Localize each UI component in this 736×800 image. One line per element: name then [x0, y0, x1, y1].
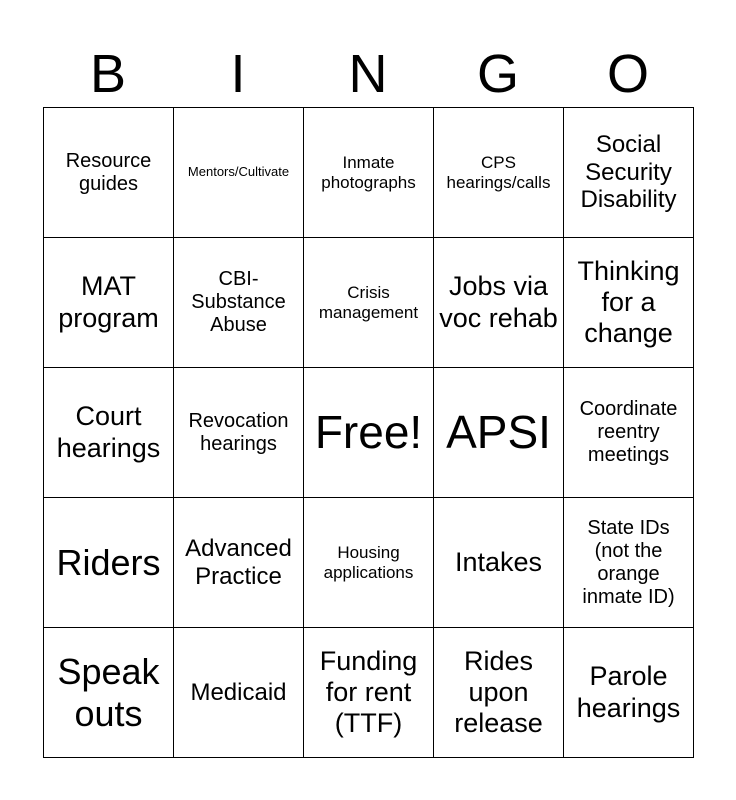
bingo-cell[interactable]: Social Security Disability: [564, 108, 694, 238]
bingo-cell[interactable]: Housing applications: [304, 498, 434, 628]
header-letter-o: O: [606, 44, 649, 104]
bingo-cell[interactable]: CPS hearings/calls: [434, 108, 564, 238]
bingo-row: [44, 108, 694, 238]
bingo-cell[interactable]: Inmate photographs: [304, 108, 434, 238]
bingo-row: [44, 498, 694, 628]
bingo-row: [44, 628, 694, 758]
bingo-cell[interactable]: MAT program: [44, 238, 174, 368]
bingo-row: [44, 238, 694, 368]
bingo-cell[interactable]: Court hearings: [44, 368, 174, 498]
bingo-cell[interactable]: Jobs via voc rehab: [434, 238, 564, 368]
bingo-cell[interactable]: Speak outs: [44, 628, 174, 758]
free-space[interactable]: Free!: [304, 368, 434, 498]
bingo-card: [43, 107, 694, 758]
bingo-cell[interactable]: Intakes: [434, 498, 564, 628]
bingo-cell[interactable]: Advanced Practice: [174, 498, 304, 628]
header-letter-n: N: [348, 44, 388, 104]
bingo-cell[interactable]: Funding for rent (TTF): [304, 628, 434, 758]
bingo-cell[interactable]: Thinking for a change: [564, 238, 694, 368]
bingo-cell[interactable]: Revocation hearings: [174, 368, 304, 498]
header-letter-i: I: [230, 44, 246, 104]
bingo-cell[interactable]: Parole hearings: [564, 628, 694, 758]
header-letter-b: B: [89, 44, 127, 104]
bingo-cell[interactable]: Coordinate reentry meetings: [564, 368, 694, 498]
bingo-cell[interactable]: CBI-Substance Abuse: [174, 238, 304, 368]
bingo-cell[interactable]: Resource guides: [44, 108, 174, 238]
bingo-row: [44, 368, 694, 498]
bingo-cell[interactable]: Rides upon release: [434, 628, 564, 758]
bingo-cell[interactable]: State IDs (not the orange inmate ID): [564, 498, 694, 628]
bingo-cell[interactable]: Mentors/Cultivate: [174, 108, 304, 238]
header-letter-g: G: [476, 44, 519, 104]
bingo-header: [43, 40, 693, 108]
bingo-cell[interactable]: Medicaid: [174, 628, 304, 758]
bingo-cell[interactable]: Crisis management: [304, 238, 434, 368]
bingo-cell[interactable]: APSI: [434, 368, 564, 498]
bingo-cell[interactable]: Riders: [44, 498, 174, 628]
